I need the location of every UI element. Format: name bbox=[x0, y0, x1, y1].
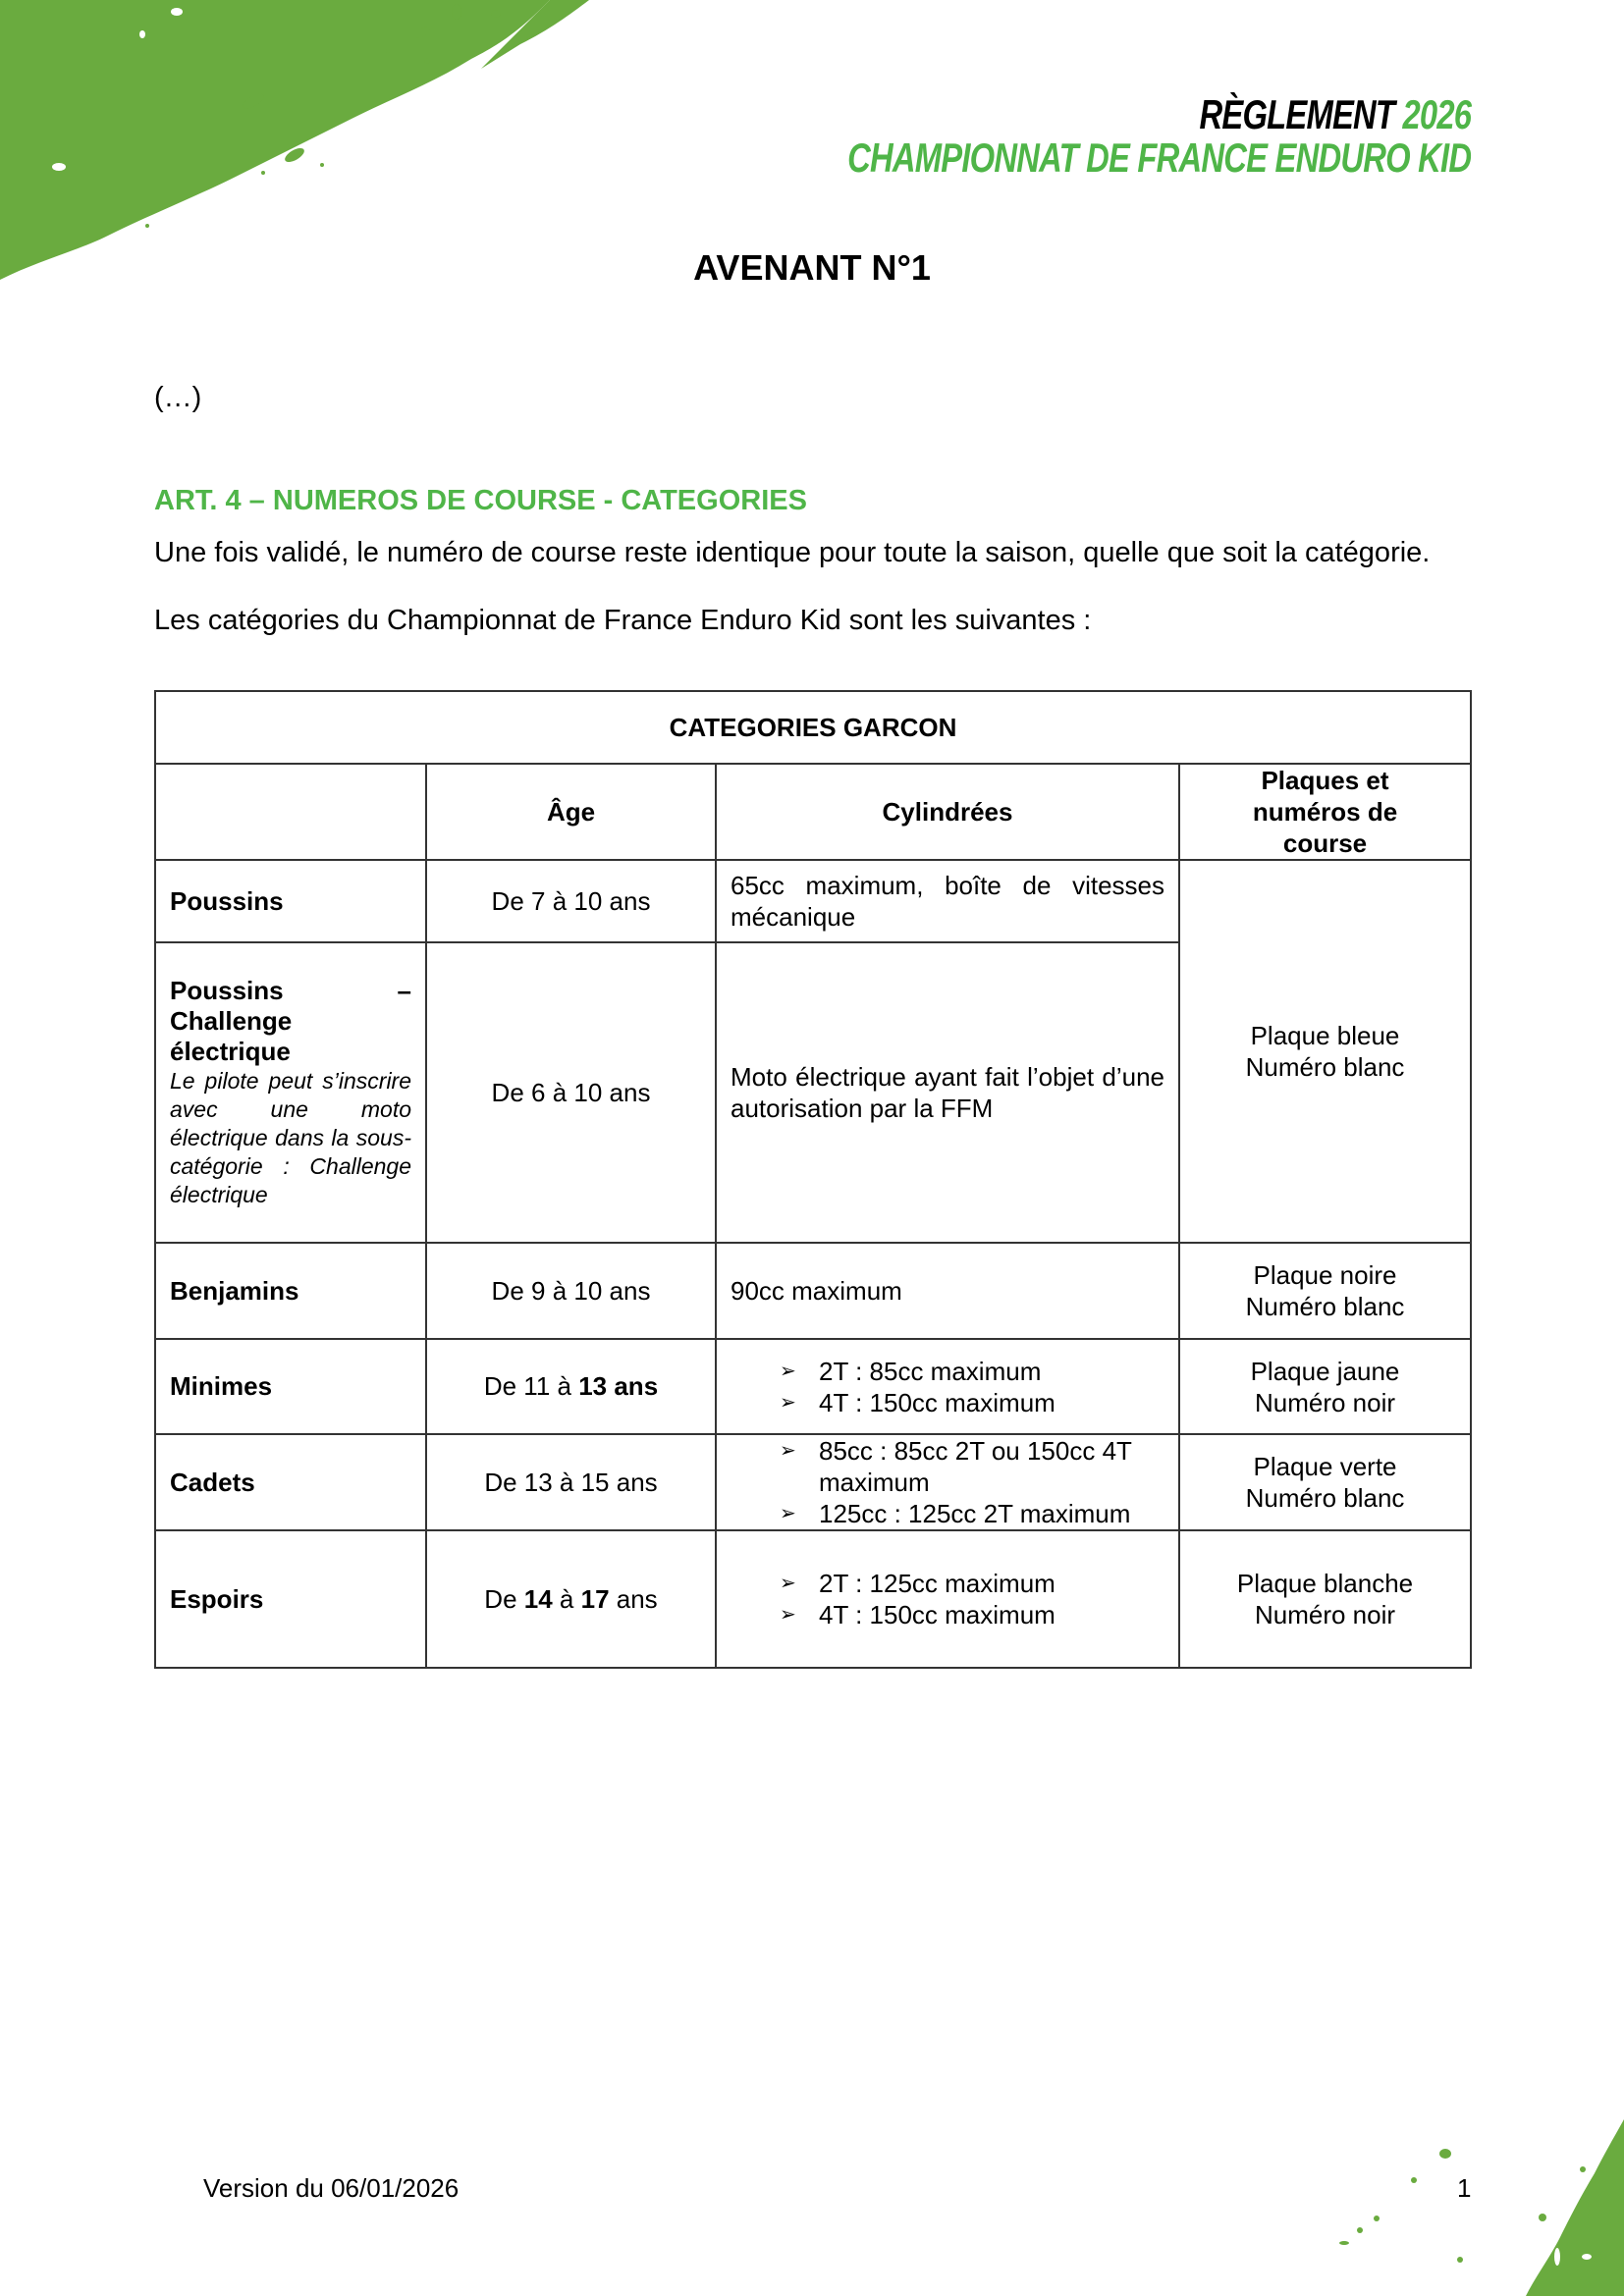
age-bold: 13 ans bbox=[578, 1371, 659, 1401]
age-bold-max: 17 bbox=[580, 1583, 610, 1614]
cylinder-spec bbox=[716, 1530, 1179, 1668]
number-color: Numéro noir bbox=[1254, 1387, 1396, 1417]
age-range bbox=[426, 1339, 716, 1434]
age-range bbox=[426, 1530, 716, 1668]
column-header-age: Âge bbox=[426, 764, 716, 860]
arrow-bullet-icon: ➢ bbox=[780, 1604, 796, 1626]
cylinder-item-text: 2T : 85cc maximum bbox=[819, 1356, 1042, 1386]
cylinder-item bbox=[780, 1599, 1164, 1630]
arrow-bullet-icon: ➢ bbox=[780, 1391, 796, 1414]
arrow-bullet-icon: ➢ bbox=[780, 1360, 796, 1382]
cylinder-item-text: 4T : 150cc maximum bbox=[819, 1600, 1056, 1629]
cylinder-item-text: 85cc : 85cc 2T ou 150cc 4T maximum bbox=[819, 1436, 1132, 1497]
document-title: AVENANT N°1 bbox=[693, 247, 931, 288]
table-row bbox=[155, 1339, 1471, 1434]
age-mid: à bbox=[552, 1583, 581, 1614]
cylinder-item bbox=[780, 1356, 1164, 1387]
category-note: Le pilote peut s’inscrire avec une moto électrique dans la sous-catégorie : Challenge électrique bbox=[170, 1068, 411, 1207]
category-name: Poussins bbox=[155, 860, 426, 942]
categories-table bbox=[154, 690, 1472, 1669]
paragraph-race-number: Une fois validé, le numéro de course reste identique pour toute la saison, quelle que soit la catégorie. bbox=[154, 537, 1431, 568]
brand-reglement: RÈGLEMENT bbox=[1199, 91, 1394, 137]
cylinder-item-text: 4T : 150cc maximum bbox=[819, 1387, 1056, 1417]
age-bold-min: 14 bbox=[523, 1583, 553, 1614]
table-row bbox=[155, 1530, 1471, 1668]
cylinder-item bbox=[780, 1435, 1164, 1498]
plate-color: Plaque blanche bbox=[1236, 1569, 1414, 1598]
age-prefix: De bbox=[484, 1583, 524, 1614]
table-row bbox=[155, 860, 1471, 942]
category-name: Espoirs bbox=[155, 1530, 426, 1668]
cylinder-item bbox=[780, 1498, 1164, 1529]
plate-spec bbox=[1179, 1530, 1471, 1668]
category-name: Benjamins bbox=[155, 1243, 426, 1339]
column-header-plates-text: Plaques et numéros de course bbox=[1252, 766, 1398, 858]
plate-color: Plaque jaune bbox=[1250, 1356, 1400, 1386]
cylinder-spec bbox=[716, 1339, 1179, 1434]
plate-spec bbox=[1179, 860, 1471, 1243]
table-row bbox=[155, 1243, 1471, 1339]
omitted-text-marker: (…) bbox=[154, 382, 202, 413]
paragraph-categories-intro: Les catégories du Championnat de France Enduro Kid sont les suivantes : bbox=[154, 605, 1092, 636]
table-title: CATEGORIES GARCON bbox=[155, 691, 1471, 764]
cylinder-spec: Moto électrique ayant fait l’objet d’une autorisation par la FFM bbox=[716, 942, 1179, 1243]
age-range: De 13 à 15 ans bbox=[426, 1434, 716, 1530]
column-header-category bbox=[155, 764, 426, 860]
plate-spec bbox=[1179, 1339, 1471, 1434]
brand-championship: CHAMPIONNAT DE FRANCE ENDURO KID bbox=[846, 134, 1471, 181]
arrow-bullet-icon: ➢ bbox=[780, 1503, 796, 1524]
plate-color: Plaque verte bbox=[1253, 1452, 1397, 1481]
number-color: Numéro blanc bbox=[1245, 1292, 1405, 1321]
number-color: Numéro noir bbox=[1254, 1600, 1396, 1629]
cylinder-item-text: 2T : 125cc maximum bbox=[819, 1569, 1056, 1598]
plate-spec bbox=[1179, 1243, 1471, 1339]
age-range: De 7 à 10 ans bbox=[426, 860, 716, 942]
category-name: Poussins – Challenge électrique bbox=[170, 976, 411, 1066]
page-number: 1 bbox=[1457, 2173, 1472, 2203]
arrow-bullet-icon: ➢ bbox=[780, 1573, 796, 1594]
age-range: De 6 à 10 ans bbox=[426, 942, 716, 1243]
plate-color: Plaque bleue bbox=[1250, 1021, 1400, 1050]
number-color: Numéro blanc bbox=[1245, 1483, 1405, 1513]
cylinder-item bbox=[780, 1568, 1164, 1599]
number-color: Numéro blanc bbox=[1245, 1052, 1405, 1082]
column-header-cylinder: Cylindrées bbox=[716, 764, 1179, 860]
brand-logo bbox=[846, 91, 1471, 181]
age-prefix: De 11 à bbox=[483, 1371, 579, 1401]
category-cell bbox=[155, 942, 426, 1243]
cylinder-spec bbox=[716, 1434, 1179, 1530]
green-splash-decoration-bottom bbox=[1329, 2100, 1624, 2296]
age-range: De 9 à 10 ans bbox=[426, 1243, 716, 1339]
cylinder-item-text: 125cc : 125cc 2T maximum bbox=[819, 1499, 1131, 1528]
arrow-bullet-icon: ➢ bbox=[780, 1440, 796, 1462]
footer-version: Version du 06/01/2026 bbox=[203, 2173, 460, 2203]
cylinder-item bbox=[780, 1387, 1164, 1418]
category-name: Cadets bbox=[155, 1434, 426, 1530]
cylinder-spec: 65cc maximum, boîte de vitesses mécanique bbox=[716, 860, 1179, 942]
column-header-plates bbox=[1179, 764, 1471, 860]
article-heading: ART. 4 – NUMEROS DE COURSE - CATEGORIES bbox=[154, 485, 807, 516]
plate-color: Plaque noire bbox=[1253, 1260, 1397, 1290]
table-row bbox=[155, 1434, 1471, 1530]
category-name: Minimes bbox=[155, 1339, 426, 1434]
cylinder-spec: 90cc maximum bbox=[716, 1243, 1179, 1339]
age-suffix: ans bbox=[609, 1583, 658, 1614]
brand-year: 2026 bbox=[1402, 91, 1471, 137]
plate-spec bbox=[1179, 1434, 1471, 1530]
